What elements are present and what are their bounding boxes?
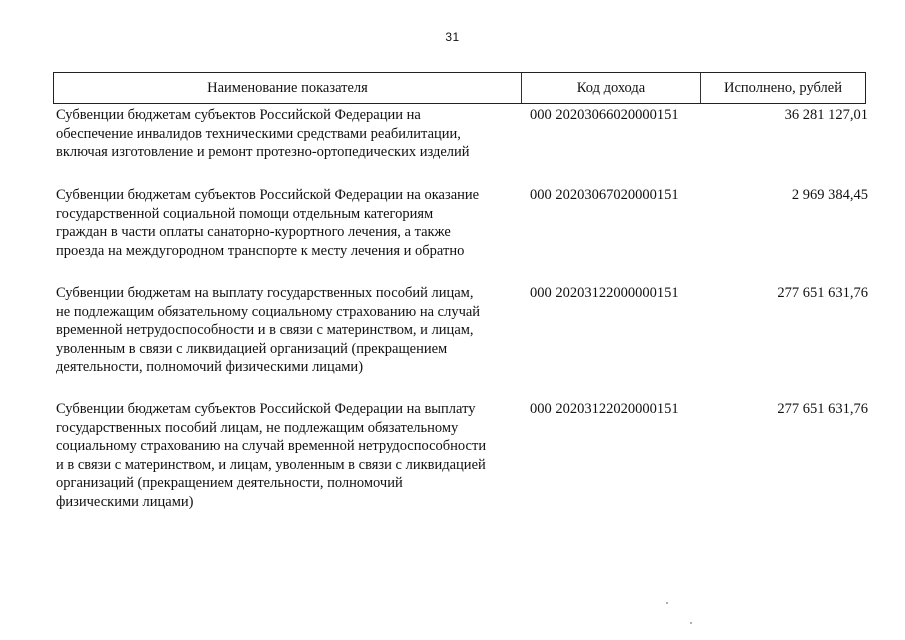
table-header xyxy=(53,72,866,104)
header-executed-amount: Исполнено, рублей xyxy=(724,79,842,96)
header-income-code: Код дохода xyxy=(522,73,701,103)
scan-speck xyxy=(666,602,668,604)
executed-amount: 36 281 127,01 xyxy=(784,107,868,123)
indicator-name: Субвенции бюджетам на выплату государственных пособий лицам, не подлежащим обязательному социальному страхованию на случай временной нетрудоспособности и в связи с материнством, и лицам, уволенным в связи с ликвидацией организаций (прекращением деятельности, полномочий физическими лицами) xyxy=(56,285,481,375)
income-code: 000 20203066020000151 xyxy=(530,107,679,123)
header-indicator-name: Наименование показателя xyxy=(54,73,522,103)
income-code: 000 20203122000000151 xyxy=(530,285,679,301)
executed-amount: 277 651 631,76 xyxy=(777,401,868,417)
indicator-name: Субвенции бюджетам субъектов Российской Федерации на выплату государственных пособий лицам, не подлежащим обязательному социальному страхованию на случай временной нетрудоспособности и в связи с материнством, и лицам, уволенным в связи с ликвидацией организаций (прекращением деятельности, полномочий физическими лицами) xyxy=(56,401,487,510)
indicator-name: Субвенции бюджетам субъектов Российской Федерации на оказание государственной социальной помощи отдельным категориям граждан в части оплаты санаторно-курортного лечения, а также проезда на междугородном транспорте к месту лечения и обратно xyxy=(56,187,480,259)
indicator-name: Субвенции бюджетам субъектов Российской Федерации на обеспечение инвалидов техническими средствами реабилитации, включая изготовление и ремонт протезно-ортопедических изделий xyxy=(56,107,470,160)
income-code: 000 20203122020000151 xyxy=(530,401,679,417)
page-number: 31 xyxy=(445,30,460,44)
income-code: 000 20203067020000151 xyxy=(530,187,679,203)
executed-amount: 2 969 384,45 xyxy=(791,187,868,203)
scan-speck xyxy=(690,622,692,624)
executed-amount: 277 651 631,76 xyxy=(777,285,868,301)
